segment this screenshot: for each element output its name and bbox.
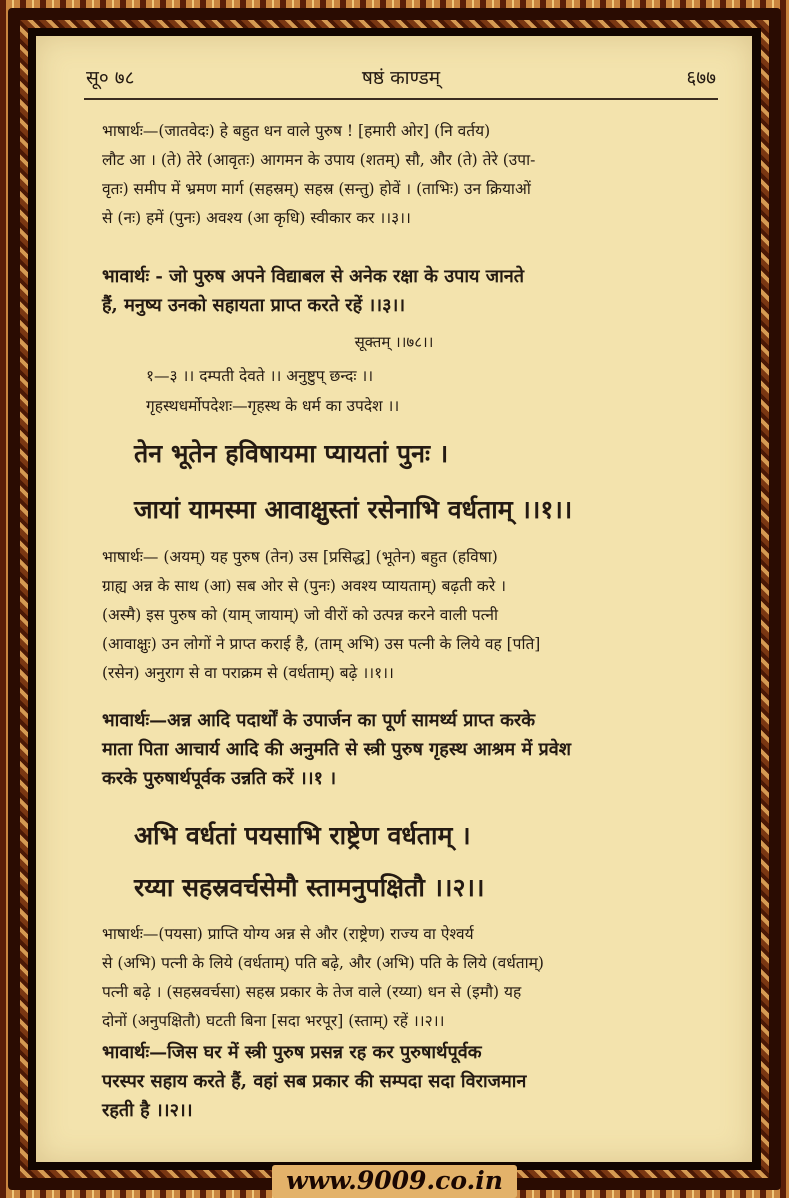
mantra-2-line-1: अभि वर्धतां पयसाभि राष्ट्रेण वर्धताम् । [134, 821, 471, 850]
devata-line: १—३ ।। दम्पती देवते ।। अनुष्टुप् छन्दः ।। [146, 367, 374, 385]
mantra-1-line-1: तेन भूतेन हविषायमा प्यायतां पुनः । [134, 439, 449, 468]
mantra-2-line-2: रय्या सहस्रवर्चसेमौ स्तामनुपक्षितौ ।।२।। [134, 873, 485, 902]
mantra-1-line-2: जायां यामस्मा आवाक्षुस्तां रसेनाभि वर्धताम् ।।१।। [134, 495, 573, 524]
page-header [86, 64, 716, 94]
bhasharth-para-3: भाषार्थः—(पयसा) प्राप्ति योग्य अन्न से और (राष्ट्रेण) राज्य वा ऐश्वर्य से (अभि) पत्नी के लिये (वर्धताम्) पति बढ़े, और (अभि) पति के लिये (वर्धताम्) पत्नी बढ़े । (सहस्रवर्चसा) सहस्र प्रकार के तेज वाले (रय्या) धन से (इमौ) यह दोनों (अनुपक्षितौ) घटती बिना [सदा भरपूर] (स्ताम्) रहें ।।२।। [102, 925, 544, 1030]
sukta-heading: सूक्तम् ।।७८।। [354, 333, 434, 351]
website-watermark: www.9009.co.in [0, 1164, 789, 1198]
kanda-title: षष्ठं काण्डम् [361, 67, 441, 89]
bhavarth-para-3: भावार्थः—जिस घर में स्त्री पुरुष प्रसन्न रह कर पुरुषार्थपूर्वक परस्पर सहाय करते हैं, वहां सब प्रकार की सम्पदा सदा विराजमान रहती है ।।२।। [102, 1042, 527, 1121]
header-rule [84, 98, 718, 100]
sukta-number: सू० ७८ [86, 67, 135, 89]
page-number: ६७७ [686, 67, 716, 89]
topic-line: गृहस्थधर्मोपदेशः—गृहस्थ के धर्म का उपदेश ।। [146, 397, 400, 415]
bhasharth-para-2: भाषार्थः— (अयम्) यह पुरुष (तेन) उस [प्रसिद्ध] (भूतेन) बहुत (हविषा) ग्राह्य अन्न के साथ (आ) सब ओर से (पुनः) अवश्य प्यायताम्) बढ़ती करे । (अस्मै) इस पुरुष को (याम् जायाम्) जो वीरों को उत्पन्न करने वाली पत्नी (आवाक्षुः) उन लोगों ने प्राप्त कराई है, (ताम् अभि) उस पत्नी के लिये वह [पति] (रसेन) अनुराग से वा पराक्रम से (वर्धताम्) बढ़े ।।१।। [102, 548, 541, 682]
bhavarth-para-1: भावार्थः - जो पुरुष अपने विद्याबल से अनेक रक्षा के उपाय जानते हैं, मनुष्य उनको सहायता प्राप्त करते रहें ।।३।। [102, 266, 525, 316]
page-scan [36, 36, 752, 1162]
bhavarth-para-2: भावार्थः—अन्न आदि पदार्थों के उपार्जन का पूर्ण सामर्थ्य प्राप्त करके माता पिता आचार्य आदि की अनुमति से स्त्री पुरुष गृहस्थ आश्रम में प्रवेश करके पुरुषार्थपूर्वक उन्नति करें ।।१ । [102, 710, 571, 789]
bhasharth-para-1: भाषार्थः—(जातवेदः) हे बहुत धन वाले पुरुष ! [हमारी ओर] (नि वर्तय) लौट आ । (ते) तेरे (आवृतः) आगमन के उपाय (शतम्) सौ, और (ते) तेरे (उपा- वृतः) समीप में भ्रमण मार्ग (सहस्रम्) सहस्र (सन्तु) होवें । (ताभिः) उन क्रियाओं से (नः) हमें (पुनः) अवश्य (आ कृधि) स्वीकार कर ।।३।। [102, 122, 536, 227]
